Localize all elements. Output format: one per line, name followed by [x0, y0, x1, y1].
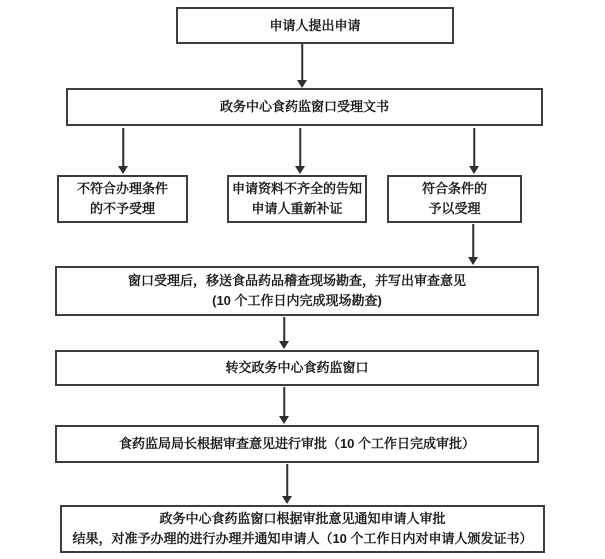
node-window-accepts-documents — [66, 88, 543, 126]
node-label-line2: 结果，对准予办理的进行办理并通知申请人（10 个工作日内对申请人颁发证书） — [72, 531, 533, 546]
arrow-head-icon — [118, 166, 128, 174]
arrow-shaft — [283, 317, 285, 344]
node-label-line1: 不符合办理条件 — [76, 181, 168, 196]
arrow-shaft — [473, 128, 475, 169]
node-transfer-to-window — [55, 350, 539, 386]
node-site-inspection — [55, 266, 539, 316]
node-label-line1: 政务中心食药监窗口根据审批意见通知申请人审批 — [159, 511, 446, 526]
arrow-shaft — [122, 128, 124, 169]
node-label-line2: 的不予受理 — [89, 201, 155, 216]
arrow-shaft — [299, 128, 301, 169]
node-director-approval — [55, 425, 539, 463]
node-label: 食药监局局长根据审查意见进行审批（10 个工作日完成审批） — [118, 436, 476, 451]
arrow-head-icon — [279, 341, 289, 349]
node-label-line2: 申请人重新补证 — [251, 201, 343, 216]
node-label-line1: 申请资料不齐全的告知 — [231, 181, 362, 196]
node-applicant-submits — [176, 7, 454, 44]
arrow-head-icon — [297, 80, 307, 88]
arrow-head-icon — [469, 166, 479, 174]
arrow-approval-to-notify — [281, 464, 293, 504]
arrow-head-icon — [279, 416, 289, 424]
node-notify-applicant — [60, 505, 545, 553]
arrow-accept-to-inspection — [467, 224, 479, 265]
arrow-transfer-to-approval — [278, 387, 290, 424]
arrow-start-to-window — [296, 44, 308, 88]
node-label-line1: 窗口受理后，移送食品药品稽查现场勘查，并写出审查意见 — [127, 273, 466, 288]
node-label: 转交政务中心食药监窗口 — [225, 360, 369, 375]
arrow-window-to-incomplete — [294, 128, 306, 174]
node-label-line2: 予以受理 — [428, 201, 481, 216]
arrow-head-icon — [282, 496, 292, 504]
arrow-shaft — [283, 387, 285, 419]
arrow-head-icon — [468, 257, 478, 265]
node-incomplete-materials — [227, 175, 367, 223]
arrow-window-to-reject — [117, 128, 129, 174]
node-label: 政务中心食药监窗口受理文书 — [219, 99, 389, 114]
arrow-shaft — [301, 44, 303, 83]
arrow-inspection-to-transfer — [278, 317, 290, 349]
node-label-line1: 符合条件的 — [421, 181, 487, 196]
node-label-line2: (10 个工作日内完成现场勘查) — [212, 293, 382, 308]
arrow-shaft — [472, 224, 474, 260]
node-not-accepted — [57, 175, 188, 223]
arrow-window-to-accept — [468, 128, 480, 174]
node-accepted — [387, 175, 522, 223]
arrow-shaft — [286, 464, 288, 499]
arrow-head-icon — [295, 166, 305, 174]
node-label: 申请人提出申请 — [269, 17, 361, 33]
